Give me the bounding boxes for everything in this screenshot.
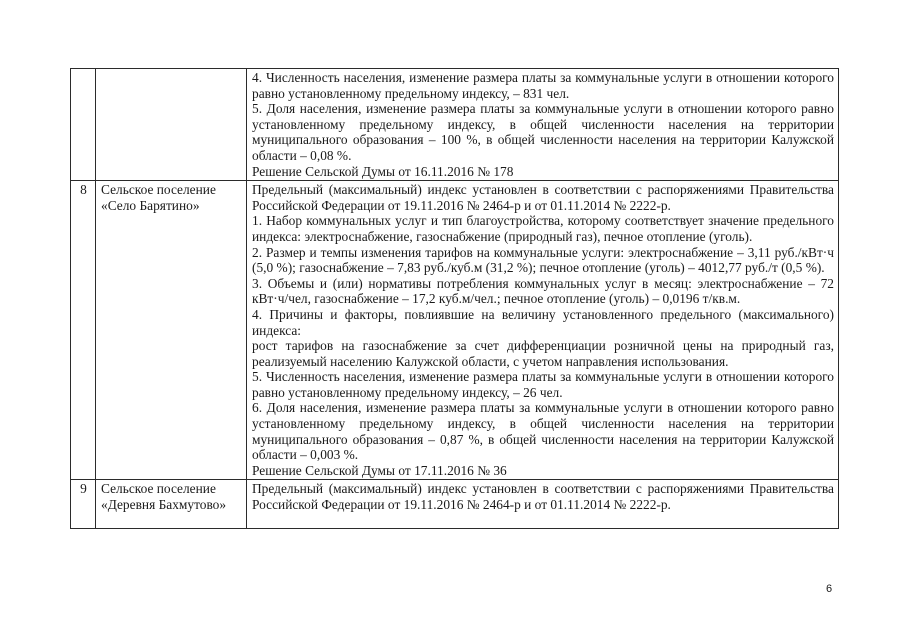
- index-description-cell: [247, 480, 839, 528]
- paragraph: 5. Доля населения, изменение размера платы за коммунальные услуги в отношении которого равно установленному предельному индексу, в общей численности населения на территории муниципального образования – 100 %, в общей численности населения на территории Калужской области – 0,08 %.: [252, 101, 834, 163]
- settlement-name-cell: [96, 480, 247, 528]
- row-number: 8: [71, 181, 96, 480]
- settlement-name: «Село Барятино»: [101, 197, 200, 213]
- table-row-8: [71, 181, 839, 480]
- paragraph: 3. Объемы и (или) нормативы потребления коммунальных услуг в месяц: электроснабжение – 72 кВт·ч/чел, газоснабжение – 17,2 куб.м/чел.; печное отопление (уголь) – 0,0196 т/кв.м.: [252, 275, 834, 307]
- paragraph: Предельный (максимальный) индекс установлен в соответствии с распоряжениями Правительства Российской Федерации от 19.11.2016 № 2464-р и от 01.11.2014 № 2222-р.: [252, 481, 834, 513]
- settlement-type: Сельское поселение: [101, 481, 216, 497]
- table-row-continued: [71, 69, 839, 181]
- settlement-name: «Деревня Бахмутово»: [101, 497, 227, 513]
- paragraph: 5. Численность населения, изменение размера платы за коммунальные услуги в отношении которого равно установленному предельному индексу, – 26 чел.: [252, 369, 834, 400]
- table-row-9: [71, 480, 839, 528]
- settlement-name-cell: [96, 69, 247, 181]
- page-number: 6: [826, 583, 833, 595]
- tariff-index-table: [70, 68, 839, 529]
- paragraph: 4. Причины и факторы, повлиявшие на величину установленного предельного (максимального) индекса:: [252, 306, 834, 338]
- index-description-cell: [247, 69, 839, 181]
- settlement-name-cell: [96, 181, 247, 480]
- paragraph: рост тарифов на газоснабжение за счет дифференциации розничной цены на природный газ, реализуемый населению Калужской области, с учетом направления использования.: [252, 338, 834, 369]
- row-number-cell: [71, 69, 96, 181]
- paragraph: 2. Размер и темпы изменения тарифов на коммунальные услуги: электроснабжение – 3,11 руб./кВт·ч (5,0 %); газоснабжение – 7,83 руб./куб.м (31,2 %); печное отопление (уголь) – 4012,77 руб./т (0,5 %).: [252, 244, 834, 276]
- paragraph: Предельный (максимальный) индекс установлен в соответствии с распоряжениями Правительства Российской Федерации от 19.11.2016 № 2464-р и от 01.11.2014 № 2222-р.: [252, 182, 834, 213]
- settlement-type: Сельское поселение: [101, 182, 216, 198]
- decision-reference: Решение Сельской Думы от 16.11.2016 № 178: [252, 163, 514, 179]
- index-description-cell: [247, 181, 839, 480]
- row-number: 9: [71, 480, 96, 528]
- paragraph: 4. Численность населения, изменение размера платы за коммунальные услуги в отношении которого равно установленному предельному индексу, – 831 чел.: [252, 70, 834, 101]
- cell-bottom-space: [252, 513, 834, 527]
- paragraph: 1. Набор коммунальных услуг и тип благоустройства, которому соответствует значение предельного индекса: электроснабжение, газоснабжение (природный газ), печное отопление (уголь).: [252, 213, 834, 244]
- paragraph: 6. Доля населения, изменение размера платы за коммунальные услуги в отношении которого равно установленному предельному индексу, в общей численности населения на территории муниципального образования – 0,87 %, в общей численности населения на территории Калужской области – 0,003 %.: [252, 400, 834, 463]
- decision-reference: Решение Сельской Думы от 17.11.2016 № 36: [252, 462, 507, 478]
